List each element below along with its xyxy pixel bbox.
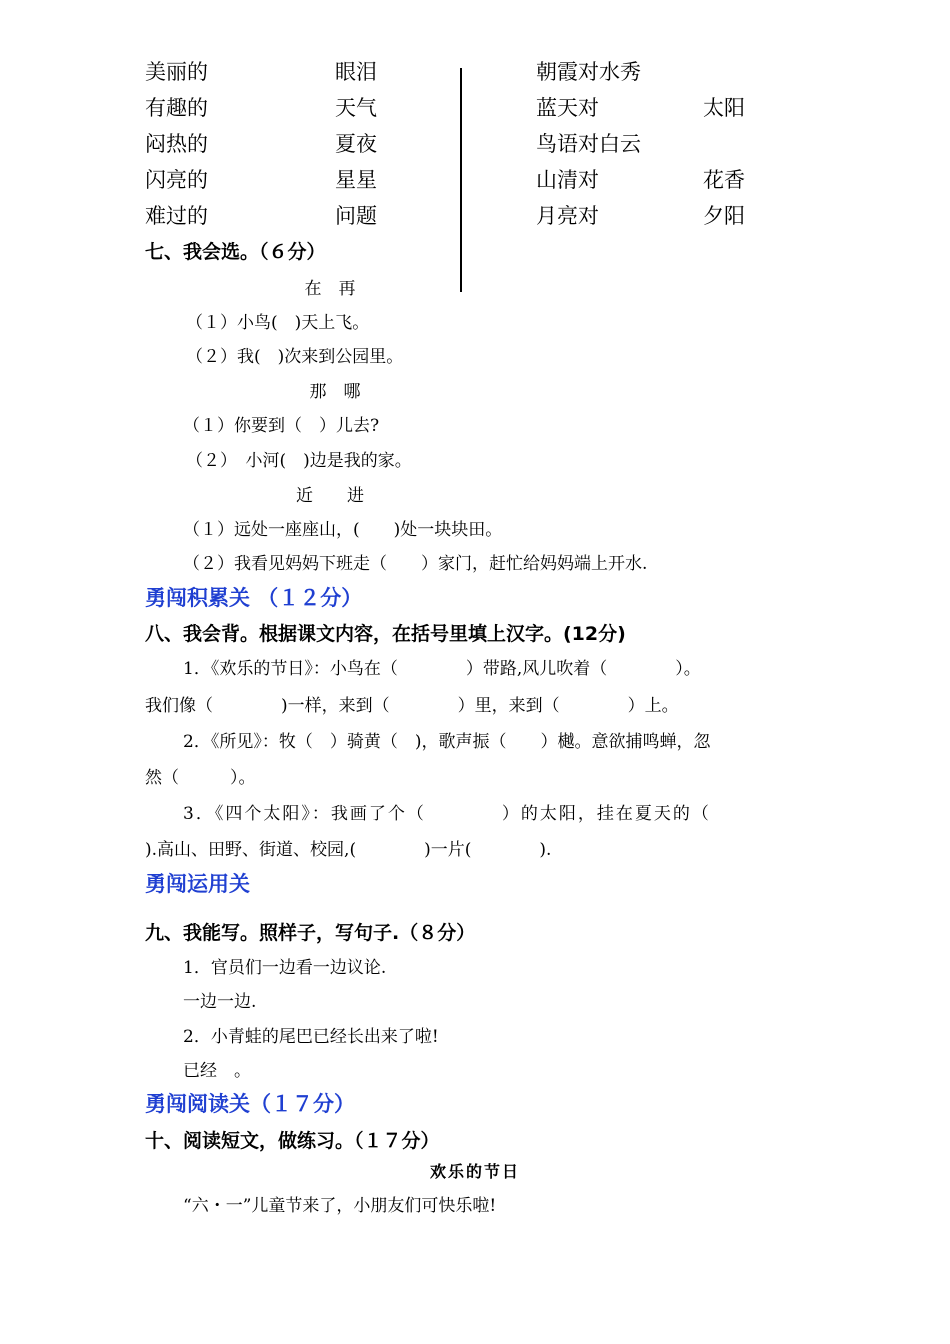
word-choice-3: 近 进 [296, 486, 364, 506]
match-right-word-4: 山清对 [536, 168, 599, 192]
match-left-word-5: 难过的 [145, 204, 208, 228]
s7-item-2-1: （１）你要到（ ）儿去? [183, 416, 380, 436]
match-right-word-5: 月亮对 [536, 204, 599, 228]
match-left-noun-4: 星星 [335, 168, 377, 192]
section-8-heading: 八、我会背。根据课文内容，在括号里填上汉字。(12分) [145, 623, 626, 645]
section-10-heading: 十、阅读短文，做练习。（１７分） [145, 1130, 440, 1152]
match-right-word-1: 朝霞对水秀 [536, 60, 641, 84]
word-choice-2: 那 哪 [309, 382, 361, 402]
word-choice-1: 在 再 [304, 279, 356, 299]
s7-item-2-2: （２） 小河( )边是我的家。 [186, 451, 412, 471]
s8-line-1: 1．《欢乐的节日》：小鸟在（ ）带路,风儿吹着（ ）。 [183, 659, 701, 679]
s9-line-4: 已经 。 [183, 1061, 251, 1081]
match-left-word-2: 有趣的 [145, 96, 208, 120]
column-divider [460, 68, 462, 292]
match-right-pair-2: 太阳 [703, 96, 745, 120]
s8-line-3: 2．《所见》：牧（ ）骑黄（ )，歌声振（ ）樾。意欲捕鸣蝉，忽 [183, 732, 711, 752]
banner-accumulation: 勇闯积累关 （１２分） [145, 586, 363, 610]
match-right-pair-5: 夕阳 [703, 204, 745, 228]
match-right-word-3: 鸟语对白云 [536, 132, 641, 156]
match-left-word-1: 美丽的 [145, 60, 208, 84]
match-left-noun-5: 问题 [335, 204, 377, 228]
s8-line-2: 我们像（ )一样，来到（ ）里，来到（ ）上。 [145, 696, 679, 716]
match-left-noun-2: 天气 [335, 96, 377, 120]
s9-line-2: 一边一边. [183, 992, 257, 1012]
s8-line-6: ).高山、田野、街道、校园,( )一片( ). [145, 840, 552, 860]
s7-item-3-1: （１）远处一座座山，( )处一块块田。 [183, 520, 503, 540]
s7-item-1-1: （１）小鸟( )天上飞。 [186, 313, 370, 333]
s7-item-1-2: （２）我( )次来到公园里。 [186, 347, 404, 367]
match-left-word-4: 闪亮的 [145, 168, 208, 192]
s9-line-3: 2．小青蛙的尾巴已经长出来了啦! [183, 1027, 439, 1047]
s9-line-1: 1．官员们一边看一边议论. [183, 958, 387, 978]
s8-line-4: 然（ ）。 [145, 768, 256, 788]
section-9-heading: 九、我能写。照样子，写句子.（８分） [145, 922, 476, 944]
match-right-word-2: 蓝天对 [536, 96, 599, 120]
match-right-pair-4: 花香 [703, 168, 745, 192]
match-left-noun-1: 眼泪 [335, 60, 377, 84]
banner-reading: 勇闯阅读关（１７分） [145, 1092, 355, 1116]
s8-line-5: 3．《四个太阳》：我画了个（ ）的太阳，挂在夏天的（ [183, 804, 711, 824]
s7-item-3-2: （２）我看见妈妈下班走（ ）家门，赶忙给妈妈端上开水. [183, 554, 648, 574]
passage-first-line: “六・一”儿童节来了，小朋友们可快乐啦! [183, 1196, 497, 1216]
match-left-noun-3: 夏夜 [335, 132, 377, 156]
match-left-word-3: 闷热的 [145, 132, 208, 156]
banner-application: 勇闯运用关 [145, 872, 250, 896]
passage-title: 欢乐的节日 [429, 1162, 520, 1181]
section-7-heading: 七、我会选。（６分） [145, 241, 326, 263]
